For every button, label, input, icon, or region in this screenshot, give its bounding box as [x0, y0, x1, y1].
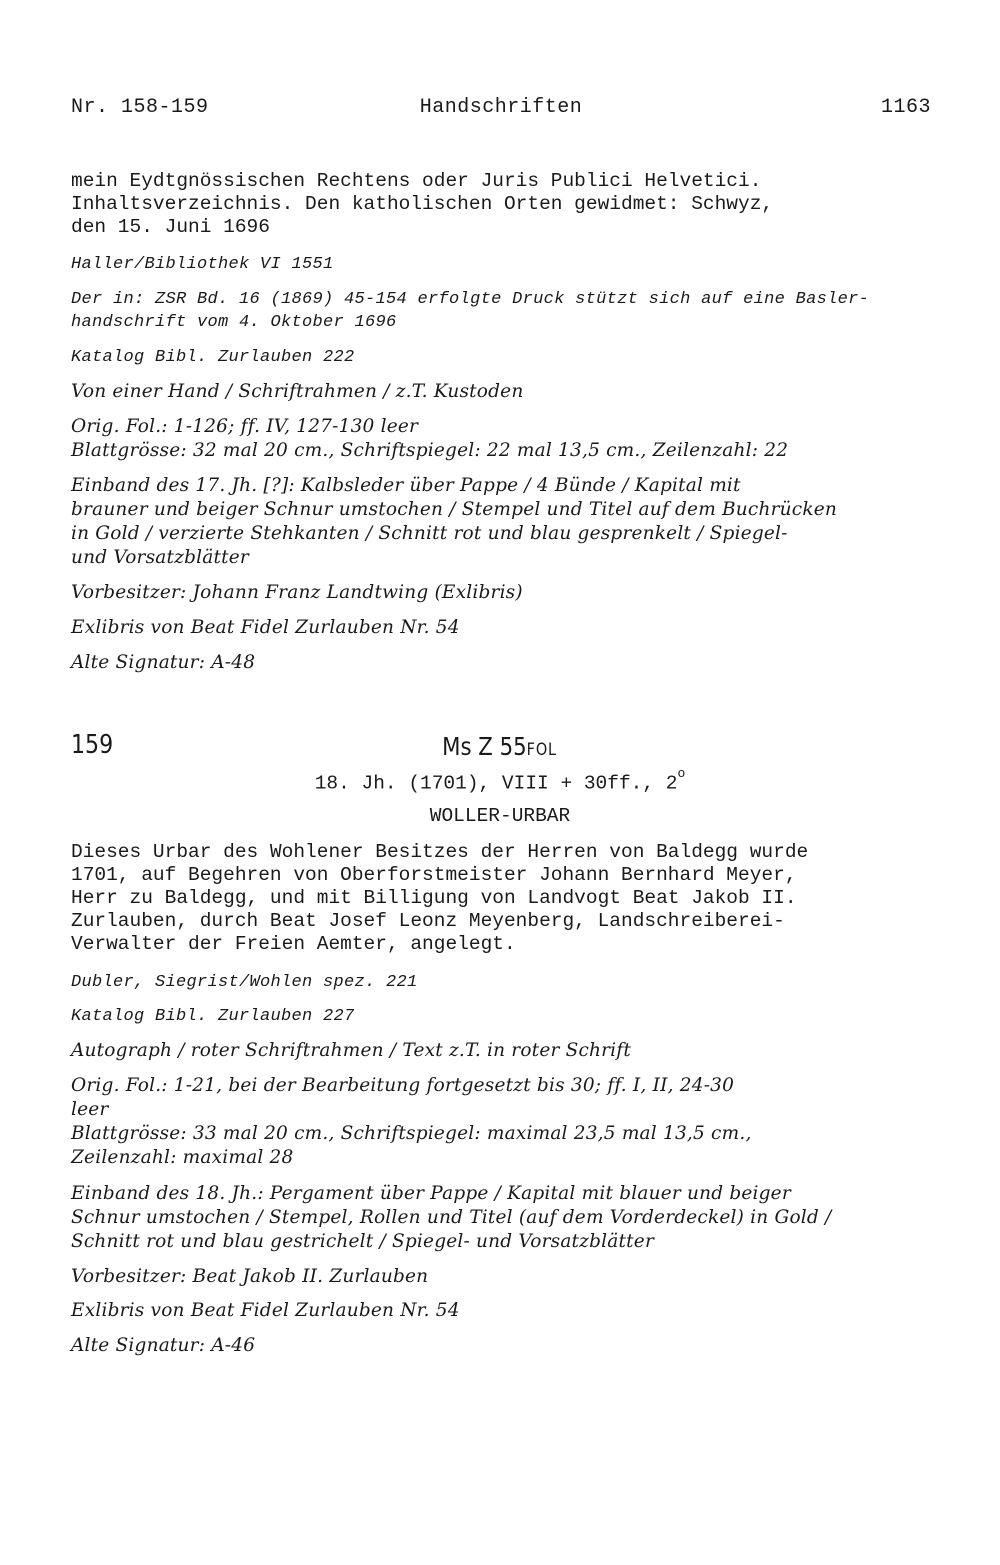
- entry159-binding-line: Schnur umstochen / Stempel, Rollen und Titel (auf dem Vorderdeckel) in Gold /: [71, 1207, 832, 1228]
- entry159-description-line: Dieses Urbar des Wohlener Besitzes der Herren von Baldegg wurde: [71, 841, 809, 863]
- entry159-foliation-line: Orig. Fol.: 1-21, bei der Bearbeitung fortgesetzt bis 30; ff. I, II, 24-30: [71, 1075, 735, 1096]
- entry158-intro-line: Inhaltsverzeichnis. Den katholischen Orten gewidmet: Schwyz,: [71, 193, 774, 215]
- entry158-ref-print-line: handschrift vom 4. Oktober 1696: [71, 313, 397, 332]
- entry159-ref-catalog: [71, 1005, 931, 1028]
- entry158-binding-line: Einband des 17. Jh. [?]: Kalbsleder über Pappe / 4 Bünde / Kapital mit: [71, 475, 741, 496]
- entry159-exlibris: [71, 1299, 931, 1323]
- entry159-description: [71, 841, 931, 956]
- entry159-owner: [71, 1265, 931, 1289]
- entry159-date-line: [0, 766, 1000, 795]
- entry159-shelfmark-format: FOL: [527, 740, 558, 760]
- entry158-ref-catalog-text: Katalog Bibl. Zurlauben 222: [71, 348, 355, 367]
- entry159-foliation-line: Zeilenzahl: maximal 28: [71, 1147, 294, 1168]
- entry159-title-text: WOLLER-URBAR: [429, 805, 571, 827]
- entry159-shelfmark-inner: [443, 732, 558, 761]
- header-entry-range: Nr. 158-159: [71, 96, 209, 119]
- entry158-ref-print: [71, 288, 931, 334]
- entry158-exlibris-text: Exlibris von Beat Fidel Zurlauben Nr. 54: [71, 617, 460, 638]
- entry158-binding-line: und Vorsatzblätter: [71, 547, 249, 568]
- entry159-shelfmark: [0, 732, 1000, 761]
- entry158-foliation-line: Orig. Fol.: 1-126; ff. IV, 127-130 leer: [71, 416, 419, 437]
- entry158-hand-text: Von einer Hand / Schriftrahmen / z.T. Kustoden: [71, 381, 524, 402]
- entry158-hand: [71, 380, 931, 404]
- entry159-hand-text: Autograph / roter Schriftrahmen / Text z.T. in roter Schrift: [71, 1040, 631, 1061]
- entry158-binding-line: in Gold / verzierte Stehkanten / Schnitt rot und blau gesprenkelt / Spiegel-: [71, 523, 788, 544]
- entry158-foliation: [71, 415, 931, 463]
- entry159-description-line: 1701, auf Begehren von Oberforstmeister Johann Bernhard Meyer,: [71, 864, 797, 886]
- entry159-ref-dubler: [71, 971, 931, 994]
- header-page-number: 1163: [880, 96, 931, 119]
- entry159-ref-catalog-text: Katalog Bibl. Zurlauben 227: [71, 1007, 355, 1026]
- entry159-date-text: 18. Jh. (1701), VIII + 30ff., 2: [314, 772, 678, 795]
- entry158-old-signature-text: Alte Signatur: A-48: [71, 652, 256, 673]
- entry159-description-line: Verwalter der Freien Aemter, angelegt.: [71, 933, 516, 955]
- entry159-old-signature: [71, 1334, 931, 1358]
- entry158-ref-haller: [71, 253, 931, 276]
- entry159-foliation-line: Blattgrösse: 33 mal 20 cm., Schriftspiegel: maximal 23,5 mal 13,5 cm.,: [71, 1123, 752, 1144]
- entry159-description-line: Zurlauben, durch Beat Josef Leonz Meyenberg, Landschreiberei-: [71, 910, 785, 932]
- entry159-title: [0, 805, 1000, 827]
- entry158-intro: [71, 170, 931, 239]
- entry158-ref-print-line: Der in: ZSR Bd. 16 (1869) 45-154 erfolgte Druck stützt sich auf eine Basler-: [71, 290, 870, 309]
- entry159-old-signature-text: Alte Signatur: A-46: [71, 1335, 256, 1356]
- entry159-hand: [71, 1039, 931, 1063]
- entry159-foliation: [71, 1074, 931, 1170]
- entry158-exlibris: [71, 616, 931, 640]
- entry159-ref-dubler-text: Dubler, Siegrist/Wohlen spez. 221: [71, 973, 418, 992]
- entry158-binding: [71, 474, 931, 570]
- entry159-foliation-line: leer: [71, 1099, 109, 1120]
- running-header: [71, 96, 931, 122]
- entry159-number: 159: [71, 730, 114, 760]
- entry158-intro-line: mein Eydtgnössischen Rechtens oder Juris Publici Helvetici.: [71, 170, 762, 192]
- entry158-intro-line: den 15. Juni 1696: [71, 216, 270, 238]
- entry158-foliation-line: Blattgrösse: 32 mal 20 cm., Schriftspiegel: 22 mal 13,5 cm., Zeilenzahl: 22: [71, 440, 789, 461]
- entry159-owner-text: Vorbesitzer: Beat Jakob II. Zurlauben: [71, 1266, 429, 1287]
- entry159-exlibris-text: Exlibris von Beat Fidel Zurlauben Nr. 54: [71, 1300, 460, 1321]
- entry159-shelfmark-main: Ms Z 55: [442, 732, 528, 761]
- entry159-binding-line: Schnitt rot und blau gestrichelt / Spiegel- und Vorsatzblätter: [71, 1231, 654, 1252]
- entry159-binding-line: Einband des 18. Jh.: Pergament über Pappe / Kapital mit blauer und beiger: [71, 1183, 791, 1204]
- entry158-owner: [71, 581, 931, 605]
- entry159-binding: [71, 1182, 931, 1254]
- entry159-description-line: Herr zu Baldegg, und mit Billigung von Landvogt Beat Jakob II.: [71, 887, 797, 909]
- entry158-owner-text: Vorbesitzer: Johann Franz Landtwing (Exlibris): [71, 582, 523, 603]
- entry158-ref-catalog: [71, 346, 931, 369]
- header-section-title: Handschriften: [419, 96, 583, 119]
- entry159-format-degree: o: [677, 766, 686, 781]
- entry158-binding-line: brauner und beiger Schnur umstochen / Stempel und Titel auf dem Buchrücken: [71, 499, 837, 520]
- entry158-old-signature: [71, 651, 931, 675]
- entry158-ref-haller-text: Haller/Bibliothek VI 1551: [71, 255, 334, 274]
